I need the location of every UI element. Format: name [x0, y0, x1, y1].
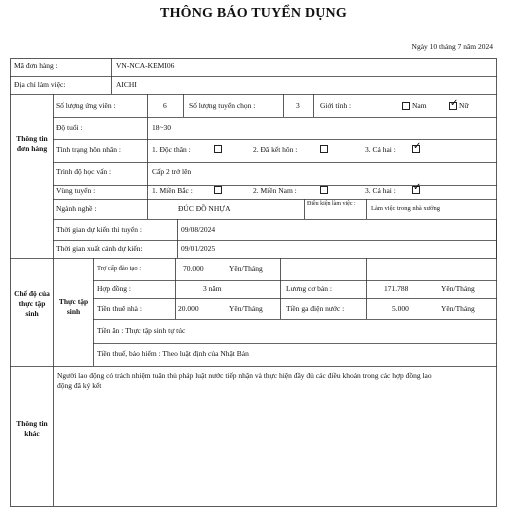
- work-conditions-label: Điều kiện làm việc :: [307, 201, 356, 207]
- contract-label: Hợp đồng :: [97, 284, 131, 293]
- marital-married-label: 2. Đã kết hôn :: [253, 145, 298, 154]
- age-label: Độ tuổi :: [56, 123, 83, 132]
- marital-both-checkbox[interactable]: [412, 145, 420, 153]
- selected-value: 3: [296, 101, 300, 110]
- marital-single-label: 1. Độc thân :: [152, 145, 191, 154]
- gender-male-checkbox[interactable]: [402, 102, 410, 110]
- region-north-checkbox[interactable]: [214, 186, 222, 194]
- region-both-label: 3. Cả hai :: [365, 186, 396, 195]
- exam-date-label: Thời gian dự kiến thi tuyển :: [56, 225, 142, 234]
- food-cost-text: Tiền ăn : Thực tập sinh tự túc: [97, 326, 186, 335]
- selected-label: Số lượng tuyển chọn :: [189, 101, 256, 110]
- work-conditions-value: Làm việc trong nhà xưởng: [371, 205, 441, 212]
- applicants-value: 6: [163, 101, 167, 110]
- contract-value: 3 năm: [203, 284, 222, 293]
- page-title: THÔNG BÁO TUYỂN DỤNG: [160, 6, 347, 21]
- rent-label: Tiền thuê nhà :: [97, 304, 142, 313]
- work-location-label: Địa chỉ làm việc:: [14, 80, 66, 89]
- marital-single-checkbox[interactable]: [214, 145, 222, 153]
- tax-insurance-text: Tiền thuế, bảo hiểm : Theo luật định của Nhật Bản: [97, 349, 249, 358]
- order-code-value: VN-NCA-KEMI06: [116, 61, 175, 70]
- gender-female-checkbox[interactable]: [449, 102, 457, 110]
- age-value: 18~30: [152, 123, 172, 132]
- region-north-label: 1. Miền Bắc :: [152, 186, 193, 195]
- marital-married-checkbox[interactable]: [320, 145, 328, 153]
- region-south-checkbox[interactable]: [320, 186, 328, 194]
- education-label: Trình độ học vấn :: [56, 167, 112, 176]
- job-value: ĐÚC ĐỒ NHỰA: [178, 204, 231, 213]
- region-both-checkbox[interactable]: [412, 186, 420, 194]
- departure-date-value: 09/01/2025: [181, 244, 216, 253]
- rent-unit: Yên/Tháng: [229, 304, 263, 313]
- gender-label: Giới tính :: [320, 101, 352, 110]
- other-info-text: Người lao động có trách nhiệm tuân thủ pháp luật nước tiếp nhận và thực hiện đầy đủ các điều khoản trong các hợp đồng lao động đã ký kết: [57, 371, 432, 390]
- utility-label: Tiền ga điện nước :: [286, 304, 345, 313]
- training-allowance-value: 70.000: [183, 264, 204, 273]
- marital-both-label: 3. Cả hai :: [365, 145, 396, 154]
- utility-value: 5.000: [392, 304, 409, 313]
- region-south-label: 2. Miền Nam :: [253, 186, 297, 195]
- departure-date-label: Thời gian xuất cảnh dự kiến:: [56, 244, 143, 253]
- order-code-label: Mã đơn hàng :: [14, 61, 58, 70]
- exam-date-value: 09/08/2024: [181, 225, 216, 234]
- section-trainee-benefits: Chế độ của thực tập sinh: [14, 289, 50, 318]
- base-salary-unit: Yên/Tháng: [441, 284, 475, 293]
- work-location-value: AICHI: [116, 80, 137, 89]
- marital-label: Tình trạng hôn nhân :: [56, 145, 121, 154]
- notice-date: Ngày 10 tháng 7 năm 2024: [411, 42, 493, 51]
- job-label: Ngành nghề :: [56, 204, 97, 213]
- applicants-label: Số lượng ứng viên :: [56, 101, 116, 110]
- section-other-info: Thông tin khác: [16, 419, 48, 438]
- base-salary-label: Lương cơ bản :: [286, 284, 332, 293]
- training-allowance-label: Trợ cấp đào tạo :: [97, 265, 141, 272]
- gender-male-label: Nam: [412, 101, 427, 110]
- section-order-info: Thông tin đơn hàng: [16, 134, 48, 153]
- base-salary-value: 171.788: [384, 284, 409, 293]
- region-label: Vùng tuyển :: [56, 186, 96, 195]
- education-value: Cấp 2 trở lên: [152, 167, 192, 176]
- utility-unit: Yên/Tháng: [441, 304, 475, 313]
- gender-female-label: Nữ: [459, 101, 469, 110]
- rent-value: 20.000: [178, 304, 199, 313]
- training-allowance-unit: Yên/Tháng: [229, 264, 263, 273]
- section-trainee: Thực tập sinh: [58, 297, 89, 316]
